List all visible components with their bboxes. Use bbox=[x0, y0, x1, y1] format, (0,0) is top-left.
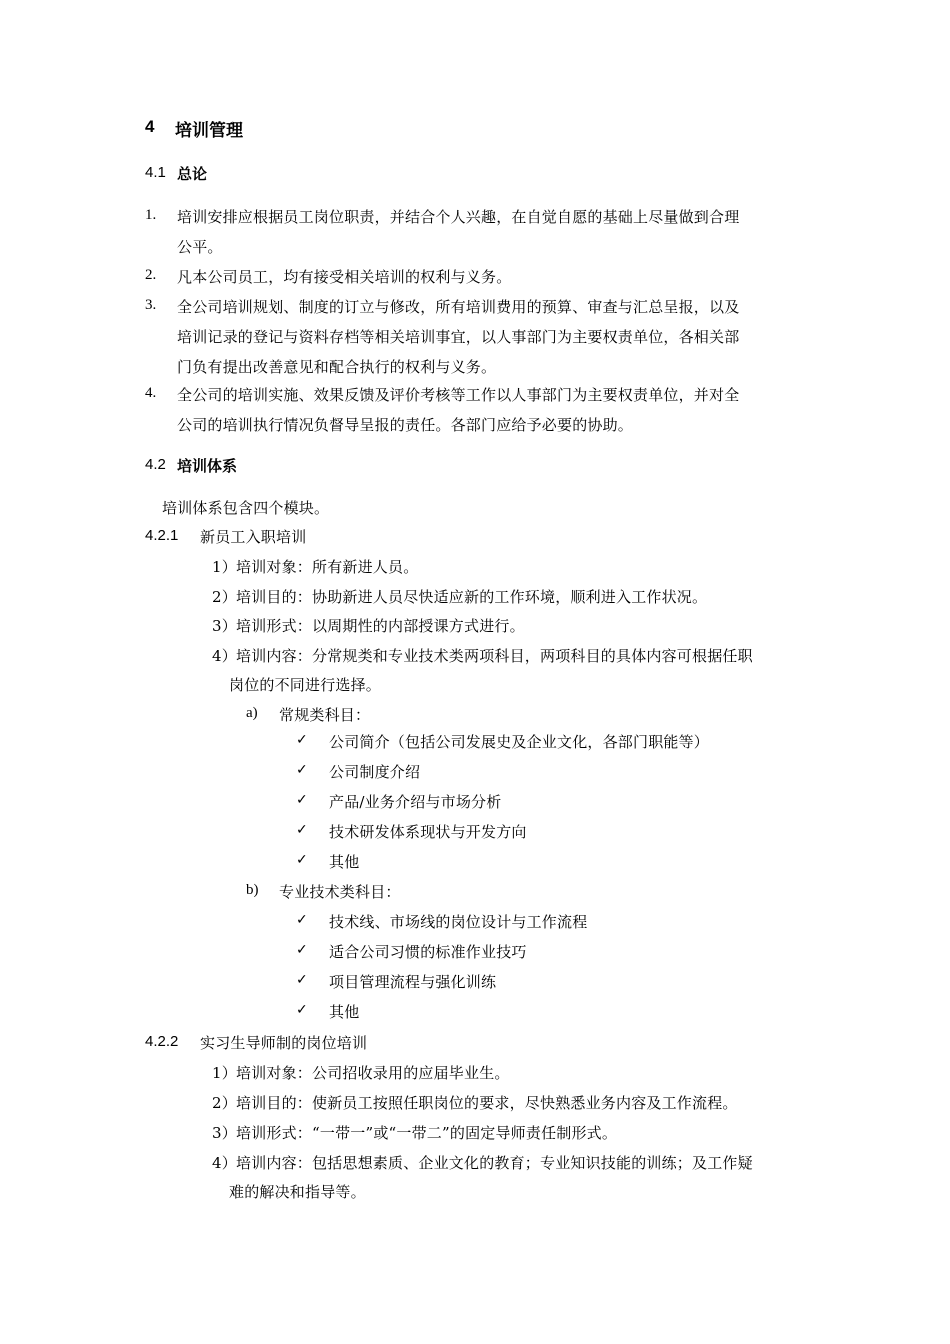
bullet-text: 公司简介（包括公司发展史及企业文化，各部门职能等） bbox=[329, 733, 710, 751]
list-item-text: 公平。 bbox=[177, 238, 223, 256]
bullet-text: 其他 bbox=[329, 853, 360, 871]
list-item-text: 门负有提出改善意见和配合执行的权利与义务。 bbox=[177, 358, 497, 376]
list-item-number: 1. bbox=[145, 207, 157, 223]
category-title: 专业技术类科目： bbox=[279, 883, 401, 901]
subsection-number: 4.1 bbox=[145, 164, 166, 181]
bullet-text: 其他 bbox=[329, 1003, 360, 1021]
bullet-text: 公司制度介绍 bbox=[329, 763, 421, 781]
check-icon: ✓ bbox=[296, 732, 308, 748]
list-item-number: 2. bbox=[145, 267, 157, 283]
list-item-text: 培训形式：以周期性的内部授课方式进行。 bbox=[236, 617, 525, 635]
category-label: a) bbox=[246, 705, 258, 721]
paragraph: 培训体系包含四个模块。 bbox=[162, 499, 330, 517]
list-item-text: 岗位的不同进行选择。 bbox=[229, 676, 382, 694]
list-item-text: 凡本公司员工，均有接受相关培训的权利与义务。 bbox=[177, 268, 512, 286]
list-item-text: 培训目的：使新员工按照任职岗位的要求，尽快熟悉业务内容及工作流程。 bbox=[236, 1094, 738, 1112]
list-item-number: 4） bbox=[212, 1154, 237, 1172]
list-item-text: 难的解决和指导等。 bbox=[229, 1183, 366, 1201]
bullet-text: 技术研发体系现状与开发方向 bbox=[329, 823, 527, 841]
category-label: b) bbox=[246, 882, 259, 898]
category-title: 常规类科目： bbox=[279, 706, 371, 724]
list-item-number: 1） bbox=[212, 558, 237, 576]
list-item-number: 1） bbox=[212, 1064, 237, 1082]
bullet-text: 项目管理流程与强化训练 bbox=[329, 973, 497, 991]
list-item-number: 3. bbox=[145, 297, 157, 313]
subsection-title: 培训体系 bbox=[177, 457, 238, 475]
bullet-text: 产品/业务介绍与市场分析 bbox=[329, 793, 502, 811]
subsubsection-title: 实习生导师制的岗位培训 bbox=[200, 1034, 368, 1052]
list-item-number: 3） bbox=[212, 617, 237, 635]
subsubsection-number: 4.2.1 bbox=[145, 527, 179, 544]
list-item-text: 培训内容：包括思想素质、企业文化的教育；专业知识技能的训练；及工作疑 bbox=[236, 1154, 753, 1172]
check-icon: ✓ bbox=[296, 972, 308, 988]
list-item-text: 全公司的培训实施、效果反馈及评价考核等工作以人事部门为主要权责单位，并对全 bbox=[177, 386, 740, 404]
check-icon: ✓ bbox=[296, 792, 308, 808]
list-item-number: 3） bbox=[212, 1124, 237, 1142]
list-item-text: 培训内容：分常规类和专业技术类两项科目，两项科目的具体内容可根据任职 bbox=[236, 647, 753, 665]
list-item-number: 4） bbox=[212, 647, 237, 665]
subsubsection-number: 4.2.2 bbox=[145, 1033, 179, 1050]
list-item-text: 公司的培训执行情况负督导呈报的责任。各部门应给予必要的协助。 bbox=[177, 416, 634, 434]
list-item-number: 4. bbox=[145, 385, 157, 401]
list-item-number: 2） bbox=[212, 1094, 237, 1112]
section-number: 4 bbox=[145, 117, 155, 136]
subsection-number: 4.2 bbox=[145, 456, 166, 473]
check-icon: ✓ bbox=[296, 852, 308, 868]
subsection-title: 总论 bbox=[177, 165, 208, 183]
list-item-text: 培训目的：协助新进人员尽快适应新的工作环境，顺利进入工作状况。 bbox=[236, 588, 708, 606]
bullet-text: 技术线、市场线的岗位设计与工作流程 bbox=[329, 913, 588, 931]
subsubsection-title: 新员工入职培训 bbox=[200, 528, 307, 546]
check-icon: ✓ bbox=[296, 822, 308, 838]
check-icon: ✓ bbox=[296, 942, 308, 958]
list-item-text: 培训记录的登记与资料存档等相关培训事宜，以人事部门为主要权责单位，各相关部 bbox=[177, 328, 740, 346]
check-icon: ✓ bbox=[296, 762, 308, 778]
list-item-text: 培训安排应根据员工岗位职责，并结合个人兴趣，在自觉自愿的基础上尽量做到合理 bbox=[177, 208, 740, 226]
bullet-text: 适合公司习惯的标准作业技巧 bbox=[329, 943, 527, 961]
check-icon: ✓ bbox=[296, 912, 308, 928]
list-item-text: 培训形式：“一带一”或“一带二”的固定导师责任制形式。 bbox=[236, 1124, 618, 1142]
section-title: 培训管理 bbox=[175, 121, 243, 141]
list-item-text: 全公司培训规划、制度的订立与修改，所有培训费用的预算、审查与汇总呈报，以及 bbox=[177, 298, 740, 316]
list-item-number: 2） bbox=[212, 588, 237, 606]
list-item-text: 培训对象：所有新进人员。 bbox=[236, 558, 419, 576]
check-icon: ✓ bbox=[296, 1002, 308, 1018]
list-item-text: 培训对象：公司招收录用的应届毕业生。 bbox=[236, 1064, 510, 1082]
